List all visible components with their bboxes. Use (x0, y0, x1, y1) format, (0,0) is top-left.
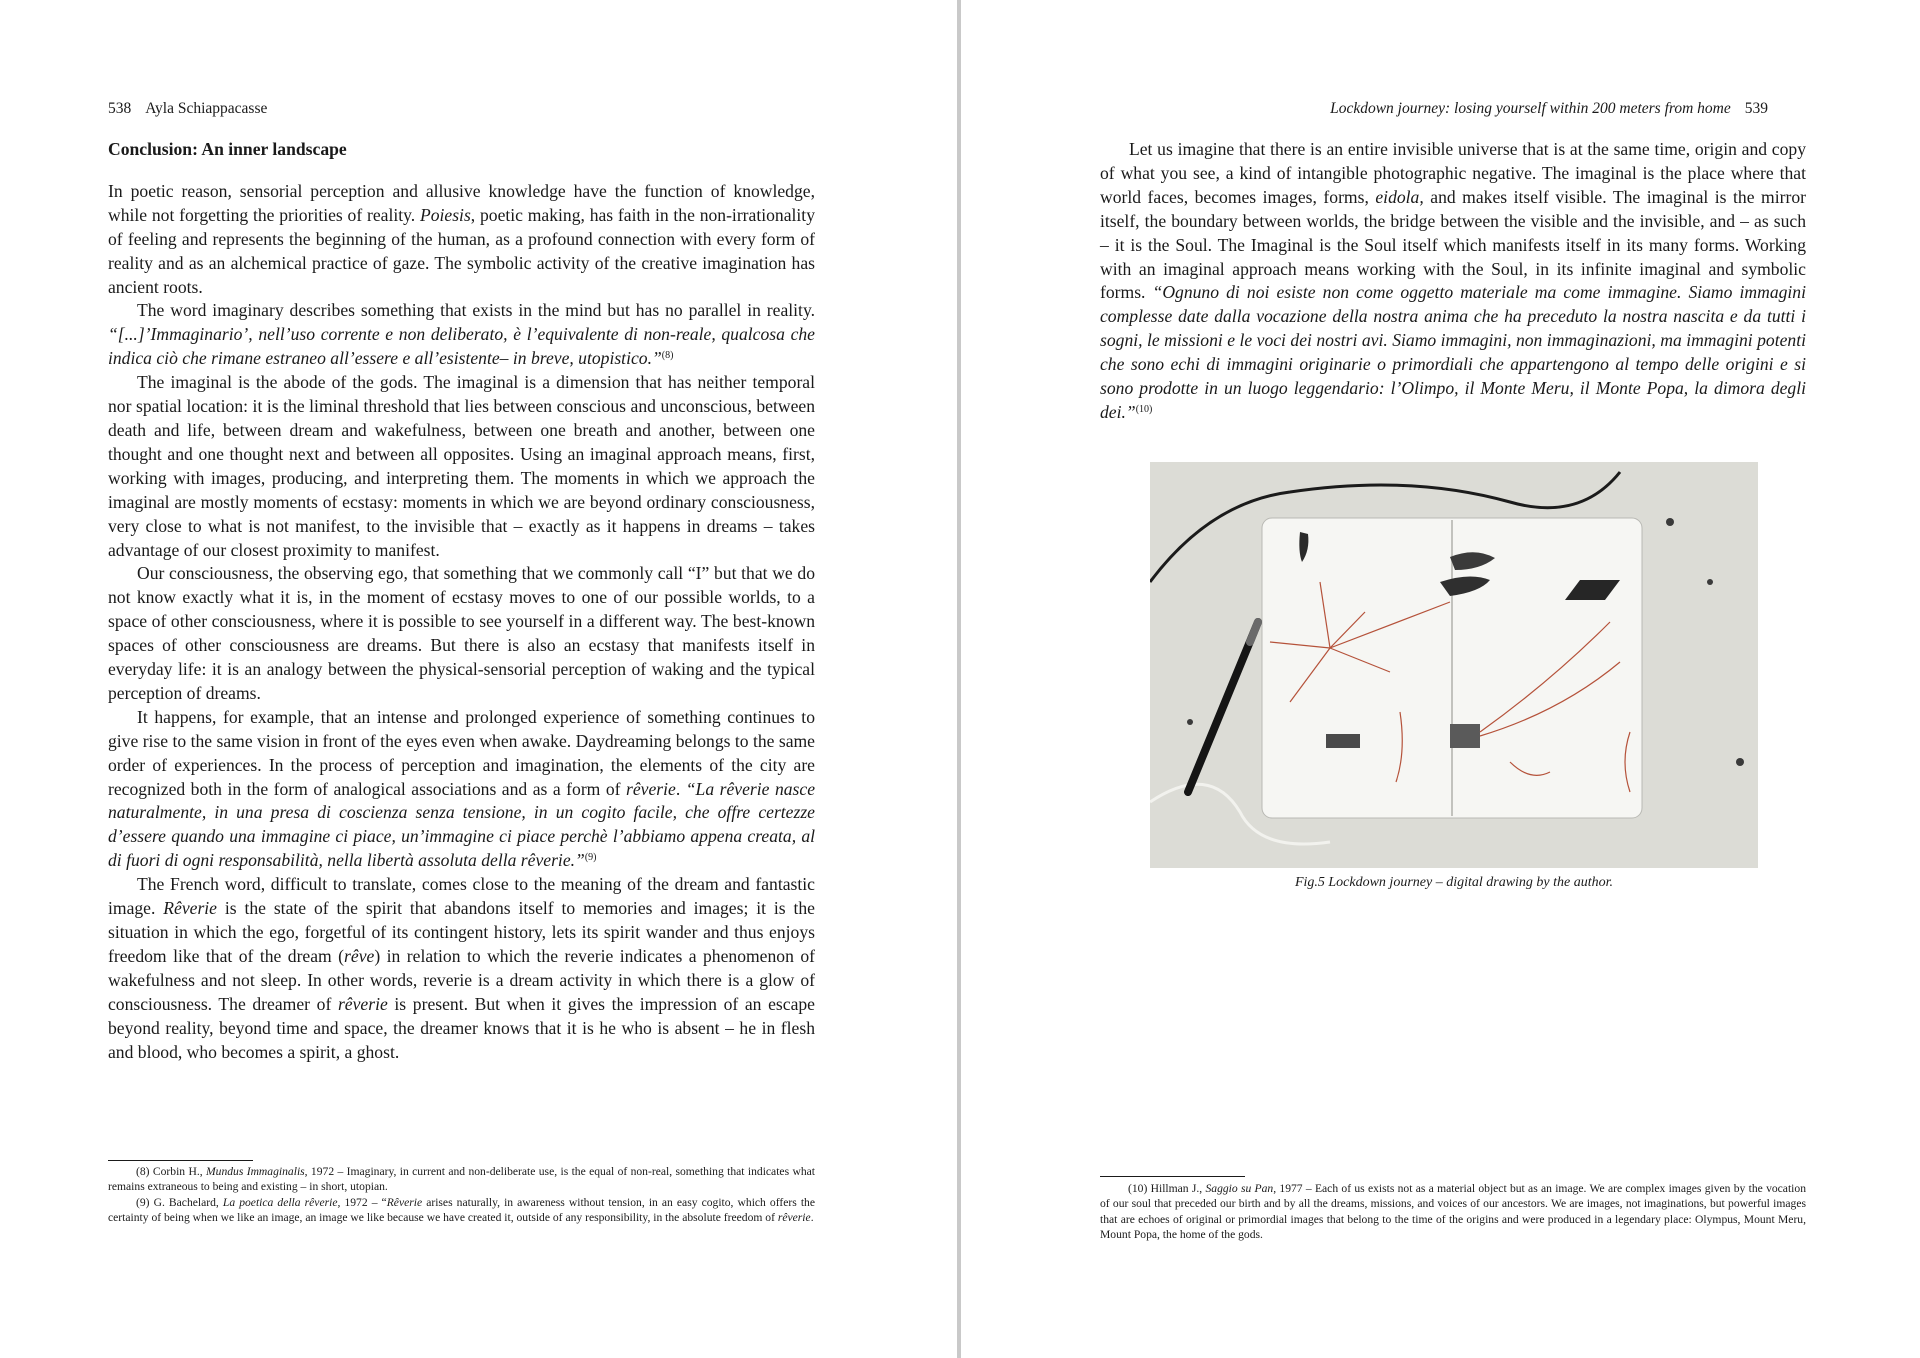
page-number: 538 (108, 100, 132, 117)
text-run: (9) G. Bachelard, (136, 1195, 223, 1209)
left-page (0, 0, 957, 1358)
text-run: . (810, 1210, 814, 1224)
italic-run: rêverie (337, 993, 388, 1014)
figure-caption: Fig.5 Lockdown journey – digital drawing by the author. (1294, 875, 1614, 890)
footnote-ref[interactable]: (9) (584, 852, 597, 864)
paragraph (108, 873, 815, 1064)
italic-run: Rêverie (386, 1195, 423, 1209)
text-run: The French word, difficult to translate, comes close to the meaning of the dream and fantastic image. (108, 874, 815, 919)
footnote-ref[interactable]: (8) (661, 350, 674, 362)
text-run: arises naturally, in awareness without tension, in an easy cogito, which offers the certainty of being when we like an image, an image we like because we have created it, outside of any responsibility, in the absolute freedom of (108, 1195, 815, 1224)
italic-run: Mundus Immaginalis (205, 1165, 305, 1178)
text-run: is the state of the spirit that abandons itself to memories and images; it is the situation in which the ego, forgetful of its contingent history, lets its spirit wander and thus enjoys freedom like that of the dream ( (108, 898, 815, 966)
text-run: In poetic reason, sensorial perception and allusive knowledge have the function of knowledge, while not forgetting the priorities of reality. (108, 180, 815, 225)
footnote-8 (108, 1164, 815, 1195)
footnotes-left (108, 1164, 815, 1225)
footnote-9 (108, 1195, 815, 1226)
paragraph: The imaginal is the abode of the gods. The imaginal is a dimension that has neither temporal nor spatial location: it is the liminal threshold that lies between conscious and unconscious, between death and life, between dream and wakefulness, between one breath and another, between one thought and one thought next and between all opposites. Using an imaginal approach means, first, working with images, producing, and interpreting them. The moments in which we approach the imaginal are mostly moments of ecstasy: moments in which we are beyond ordinary consciousness, very close to what is not manifest, to the invisible that – exactly as it happens in dreams – takes advantage of our closest proximity to manifest. (108, 372, 815, 560)
running-author: Ayla Schiappacasse (145, 100, 268, 117)
text-run: , poetic making, has faith in the non-irrationality of feeling and represents the beginning of the human, as a profound connection with every form of reality and as an alchemical practice of gaze. The symbolic activity of the creative imagination has ancient roots. (108, 204, 815, 297)
text-run: It happens, for example, that an intense and prolonged experience of something continues to give rise to the same vision in front of the eyes even when awake. Daydreaming belongs to the same order of experiences. In the process of perception and imagination, the elements of the city are recognized both in the form of analogical associations and as a form of (108, 706, 815, 799)
figure-photo-sketchbook (1150, 462, 1758, 868)
text-run: Let us imagine that there is an entire invisible universe that is at the same time, origin and copy of what you see, a kind of intangible photographic negative. The imaginal is the place where that world faces, becomes images, forms, (1100, 139, 1806, 207)
quote-run: “[...]’Immaginario’, nell’uso corrente e non deliberato, è l’equivalente di non-reale, qualcosa che indica ciò che rimane estraneo all’essere e all’esistente– in breve, utopistico.” (108, 324, 815, 369)
footnote-divider (1100, 1176, 1245, 1177)
footnote-10 (1100, 1181, 1806, 1242)
text-run: The word imaginary describes something that exists in the mind but has no parallel in reality. (137, 300, 815, 321)
paragraph: Our consciousness, the observing ego, that something that we commonly call “I” but that we do not know exactly what it is, in the moment of ecstasy moves to one of our possible worlds, to a space of other consciousness, where it is possible to see yourself in a different way. The best-known spaces of other consciousness are dreams. But there is also an ecstasy that manifests itself in everyday life: it is an analogy between the physical-sensorial perception of waking and the typical perception of dreams. (108, 563, 815, 703)
text-run: is present. But when it gives the impression of an escape beyond reality, beyond time and space, the dreamer knows that it is he who is absent – he in flesh and blood, who becomes a spirit, a ghost. (108, 993, 815, 1062)
footnote-ref[interactable]: (10) (1135, 403, 1153, 415)
italic-run: eidola, (1375, 186, 1424, 207)
running-head-right (1330, 99, 1768, 119)
italic-run: La poetica della rêverie, (222, 1195, 341, 1209)
text-run: (8) Corbin H., (136, 1165, 206, 1178)
italic-run: Rêverie (163, 898, 217, 919)
text-run: ) in relation to which the reverie indicates a phenomenon of wakefulness and not sleep. In other words, reverie is a dream activity in which there is a glow of consciousness. The dreamer of (108, 945, 815, 1014)
paragraph (1100, 138, 1806, 425)
italic-run: Saggio su Pan (1205, 1182, 1274, 1195)
running-head-left (108, 99, 267, 119)
footnotes-right (1100, 1181, 1806, 1242)
text-run: . (675, 778, 686, 799)
quote-run: “La rêverie nasce naturalmente, in una presa di coscienza senza tensione, in un cogito facile, che offre certezze d’essere quando una immagine ci piace, un’immagine ci piace perchè l’abbiamo appena creata, al di fuori di ogni responsabilità, nella libertà assoluta della rêverie.” (108, 778, 816, 871)
sketchbook-illustration (1150, 462, 1758, 868)
italic-run: Poiesis (419, 204, 471, 225)
left-body-text (108, 138, 815, 1064)
running-title: Lockdown journey: losing yourself within 200 meters from home (1330, 100, 1731, 117)
text-run: , 1972 – Imaginary, in current and non-deliberate use, is the equal of non-real, something that indicates what remains extraneous to being and existing – in short, utopian. (108, 1165, 815, 1194)
page-number: 539 (1744, 100, 1768, 117)
paragraph (108, 706, 815, 873)
text-run: and makes itself visible. The imaginal is the mirror itself, the boundary between worlds, the bridge between the visible and the invisible, and – as such – it is the Soul. The Imaginal is the Soul itself which manifests itself in its many forms. Working with an imaginal approach means working with the Soul, in its infinite imaginal and symbolic forms. (1100, 186, 1806, 303)
text-run: 1972 – “ (340, 1195, 387, 1209)
right-page (961, 0, 1920, 1358)
italic-run: rêverie (626, 778, 676, 799)
paragraph (108, 180, 815, 300)
quote-run: “Ognuno di noi esiste non come oggetto materiale ma come immagine. Siamo immagini complesse date dalla vocazione della nostra anima che ha preceduto la nostra nascita e da tutti i sogni, le missioni e le voci dei nostri avi. Siamo immagini, non immaginazioni, ma immagini potenti che sono echi di immagini originarie o primordiali che appartengono al tempo delle origini e si sono prodotte in un luogo leggendario: l’Olimpo, il Monte Meru, il Monte Popa, la dimora degli dei.” (1100, 282, 1806, 422)
text-run: , 1977 – Each of us exists not as a material object but as an image. We are complex images given by the vocation of our soul that preceded our birth and by all the dreams, missions, and voices of our ancestors. We are images, not imaginations, but powerful images that are echoes of original or primordial images that belong to the time of the origins and were produced in a legendary place: Olympus, Mount Meru, Mount Popa, the home of the gods. (1100, 1182, 1806, 1241)
section-heading: Conclusion: An inner landscape (108, 139, 347, 159)
paragraph (108, 299, 815, 371)
italic-run: rêve (344, 945, 375, 966)
footnote-divider (108, 1160, 253, 1161)
right-body-text (1100, 138, 1806, 425)
italic-run: rêverie (777, 1210, 811, 1224)
text-run: (10) Hillman J., (1128, 1182, 1206, 1195)
